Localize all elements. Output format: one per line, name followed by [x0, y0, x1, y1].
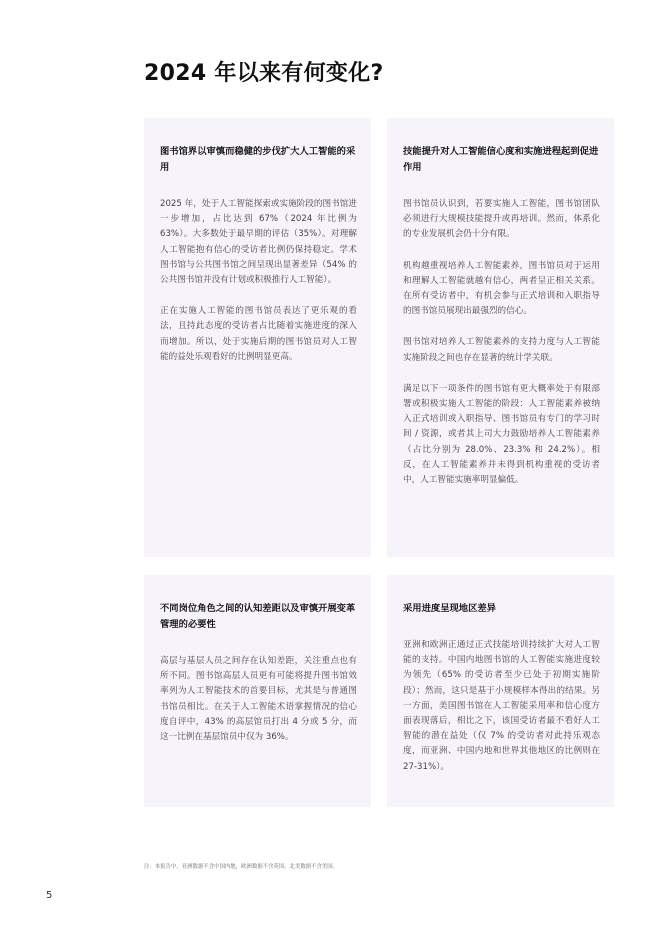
- card-paragraph: 满足以下一项条件的图书馆有更大概率处于有限部署或积极实施人工智能的阶段：人工智能素养被纳入正式培训或入职指导、图书馆员有专门的学习时间 / 资源，或者其上司大力鼓励培养人工智能素养（占比分别为 28.0%、23.3% 和 24.2%）。相反，在人工智能素养并未得到机构重视的受访者中，人工智能实施率明显偏低。: [403, 383, 600, 486]
- page-number: 5: [46, 890, 53, 901]
- card-paragraph: 机构越重视培养人工智能素养，图书馆员对于运用和理解人工智能就越有信心，两者呈正相关关系。在所有受访者中，有机会参与正式培训和入职指导的图书馆员展现出最强烈的信心。: [403, 260, 600, 317]
- finding-card-role-gap: [144, 575, 371, 807]
- card-paragraph: 图书馆员认识到，若要实施人工智能，图书馆团队必须进行大规模技能提升或再培训。然而，体系化的专业发展机会仍十分有限。: [403, 199, 600, 240]
- finding-card-ai-adoption: [144, 118, 371, 557]
- card-paragraph: 图书馆对培养人工智能素养的支持力度与人工智能实施阶段之间也存在显著的统计学关联。: [403, 337, 600, 363]
- finding-card-upskilling: [387, 118, 614, 557]
- card-paragraph: 高层与基层人员之间存在认知差距，关注重点也有所不同。图书馆高层人员更有可能将提升图书馆效率列为人工智能技术的首要目标，尤其是与普通图书馆员相比。在关于人工智能术语掌握情况的信心度自评中，43% 的高层馆员打出 4 分或 5 分，而这一比例在基层馆员中仅为 36%。: [160, 656, 357, 743]
- page-title: 2024 年以来有何变化?: [144, 61, 384, 86]
- card-heading: 技能提升对人工智能信心度和实施进程起到促进作用: [403, 146, 599, 173]
- card-heading: 采用进度呈现地区差异: [403, 603, 496, 614]
- finding-card-regional-differences: [387, 575, 614, 807]
- footnote: 注：本报告中，亚洲数据不含中国内地，欧洲数据不含英国，北美数据不含美国。: [144, 864, 339, 870]
- card-paragraph: 2025 年，处于人工智能探索或实施阶段的图书馆进一步增加，占比达到 67%（2024 年比例为 63%）。大多数处于最早期的评估（35%）。对理解人工智能抱有信心的受访者比例仍保持稳定。学术图书馆与公共图书馆之间呈现出显著差异（54% 的公共图书馆并没有计划或积极推行人工智能）。: [160, 199, 357, 286]
- card-paragraph: 亚洲和欧洲正通过正式技能培训持续扩大对人工智能的支持。中国内地图书馆的人工智能实施进度较为领先（65% 的受访者至少已处于初期实施阶段）；然而，这只是基于小规模样本得出的结果。另一方面，美国图书馆在人工智能采用率和信心度方面表现落后，相比之下，该国受访者最不看好人工智能的潜在益处（仅 7% 的受访者对此持乐观态度，而亚洲、中国内地和世界其他地区的比例则在 27-31%）。: [403, 640, 600, 772]
- card-heading: 不同岗位角色之间的认知差距以及审慎开展变革管理的必要性: [160, 603, 356, 630]
- card-paragraph: 正在实施人工智能的图书馆员表达了更乐观的看法，且持此态度的受访者占比随着实施进度的深入而增加。所以，处于实施后期的图书馆员对人工智能的益处乐观看好的比例明显更高。: [160, 306, 357, 362]
- card-heading: 图书馆界以审慎而稳健的步伐扩大人工智能的采用: [160, 146, 356, 173]
